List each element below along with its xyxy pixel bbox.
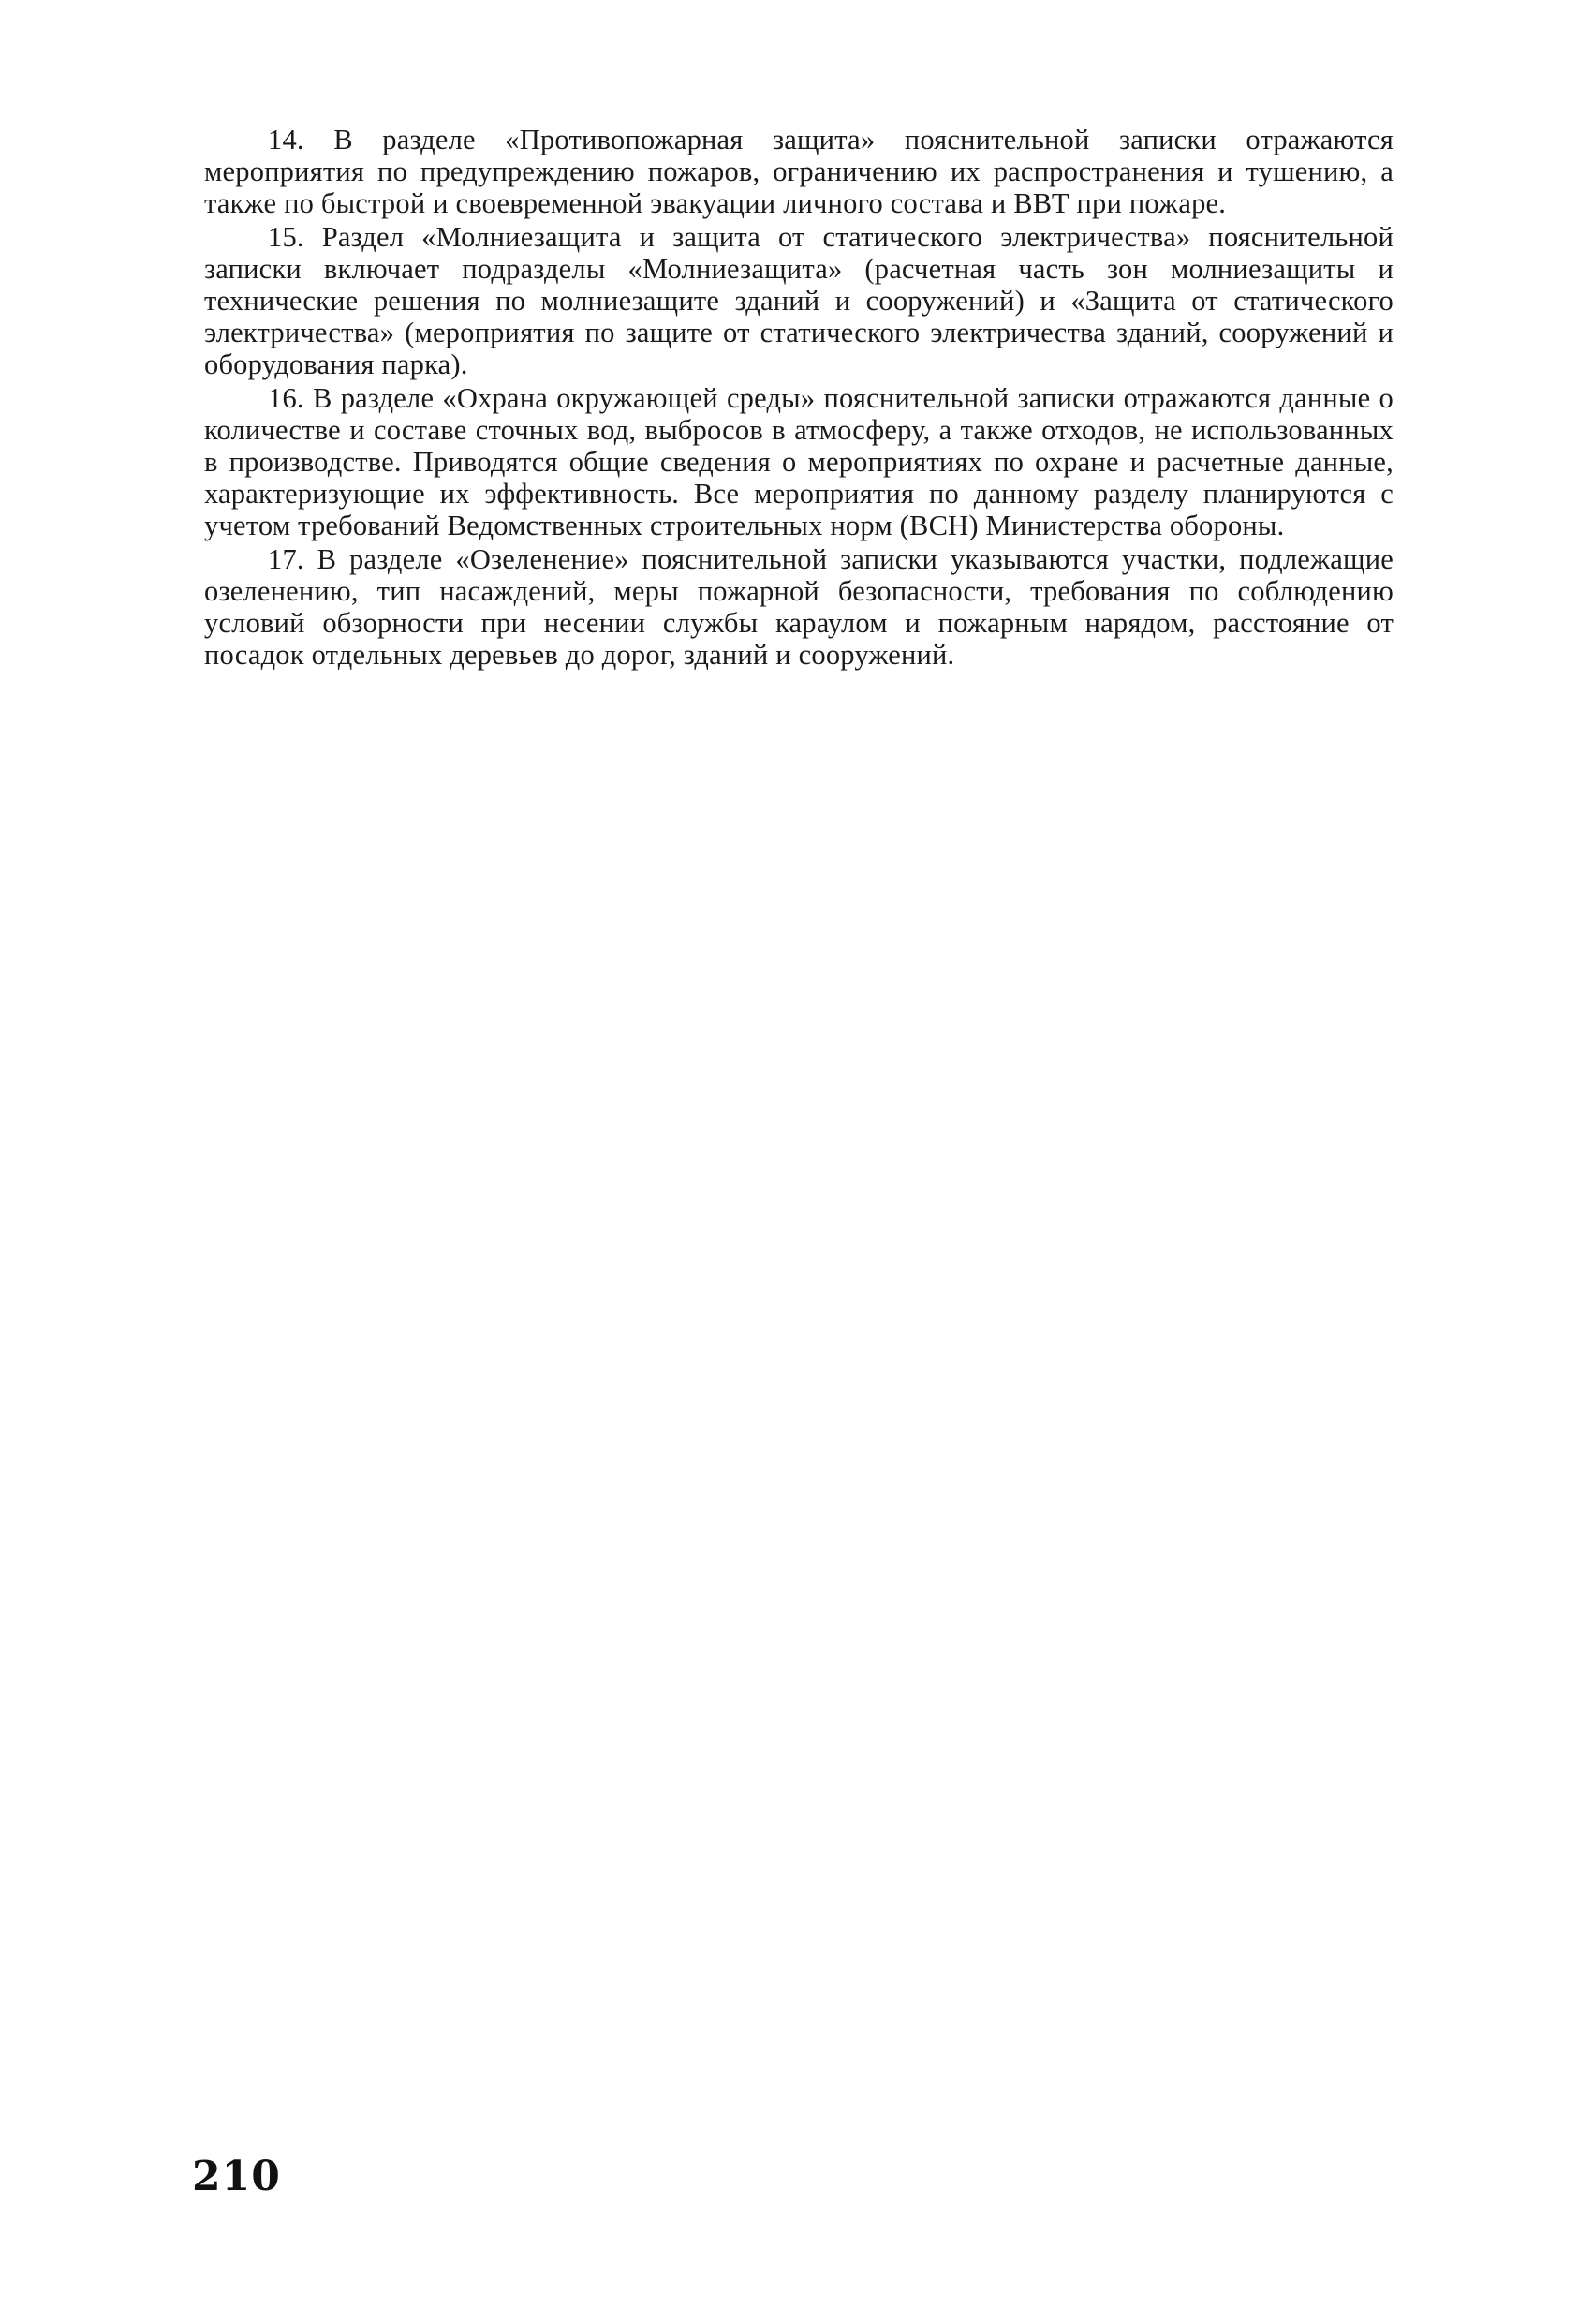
paragraph-15: 15. Раздел «Молниезащита и защита от статического электричества» пояснительной записки включает подразделы «Молниезащита» (расчетная часть зон молниезащиты и технические решения по молниезащите зданий и сооружений) и «Защита от статического электричества» (мероприятия по защите от статического электричества зданий, сооружений и оборудования парка). <box>204 220 1394 381</box>
paragraph-14: 14. В разделе «Противопожарная защита» пояснительной записки отражаются мероприятия по предупреждению пожаров, ограничению их распространения и тушению, а также по быстрой и своевременной эвакуации личного состава и ВВТ при пожаре. <box>204 124 1394 220</box>
page-number: 210 <box>192 2153 281 2200</box>
paragraph-16: 16. В разделе «Охрана окружающей среды» пояснительной записки отражаются данные о количестве и составе сточных вод, выбросов в атмосферу, а также отходов, не использованных в производстве. Приводятся общие сведения о мероприятиях по охране и расчетные данные, характеризующие их эффективность. Все мероприятия по данному разделу планируются с учетом требований Ведомственных строительных норм (ВСН) Министерства обороны. <box>204 381 1394 542</box>
body-text <box>204 124 1394 672</box>
paragraph-17: 17. В разделе «Озеленение» пояснительной записки указываются участки, подлежащие озеленению, тип насаждений, меры пожарной безопасности, требования по соблюдению условий обзорности при несении службы караулом и пожарным нарядом, расстояние от посадок отдельных деревьев до дорог, зданий и сооружений. <box>204 542 1394 672</box>
